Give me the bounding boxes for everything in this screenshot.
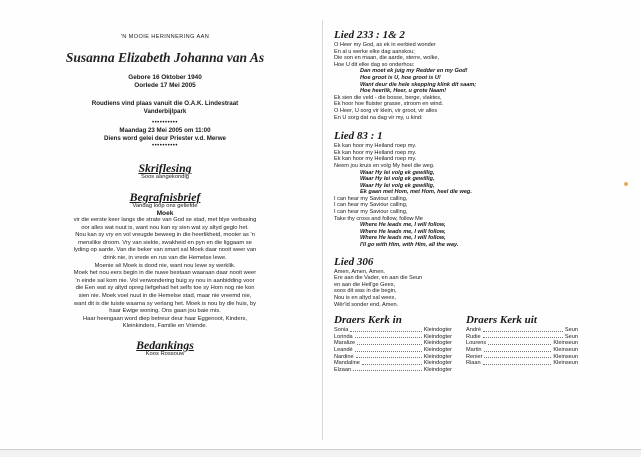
hymn-line: Take thy cross and follow, follow Me [334, 215, 423, 222]
hymn-line: en aan die Heil'ge Gees, [334, 281, 396, 288]
ornament-bottom: •••••••••• [151, 143, 178, 149]
birth-date: Gebore 16 Oktober 1940 [128, 74, 202, 81]
dot-leader [483, 327, 563, 332]
letter-line: oor alles wat nuut is, want nou kan sy sien wat sy altyd geglo het. [81, 224, 249, 231]
pallbearer-row [334, 334, 452, 341]
hymn-line: I can hear my Saviour calling, [334, 209, 408, 216]
dot-leader [355, 334, 422, 339]
hymn-title: Lied 306 [334, 255, 374, 268]
letter-line: Nou kan sy vry en vol vreugde beweeg in die heerlikheid, mooier as 'n [75, 232, 255, 239]
letter-line: Kleinkinders, Familie en Vriende. [122, 323, 208, 330]
hymn-line: I can hear my Saviour calling, [334, 195, 408, 202]
dot-leader [484, 354, 551, 359]
service-date: Maandag 23 Mei 2005 om 11:00 [119, 127, 211, 134]
pallbearer-row [466, 347, 578, 354]
venue-line-1: Roudiens vind plaas vanuit die O.A.K. Lindestraat [91, 100, 239, 107]
pallbearer-relation: Kleinseun [553, 353, 578, 360]
pallbearer-relation: Kleindogter [423, 333, 452, 340]
hymn-line: O Heer, U sorg vir klein, vir groot, vir alles [334, 107, 438, 114]
dot-leader [362, 360, 422, 365]
hymn-line: Ek sien die veld - die bosse, berge, vlaktes, [334, 94, 442, 101]
pallbearer-name: Martin [466, 346, 482, 353]
pallbearers-out [466, 314, 578, 373]
hymn-233 [334, 30, 624, 121]
hymn-line: Ek kan hoor my Heiland roep my. [334, 143, 417, 150]
letter-line: vir die eerste keer langs die strate van God se stad, met blye verbasing [73, 217, 257, 223]
hymn-306 [334, 257, 624, 309]
letter-line: Moenie sê Moek is dood nie, want nou lewe sy werklik. [94, 262, 236, 269]
skriflesing-subtitle: Soos aangekondig [140, 174, 190, 180]
letter-line: lyding op aarde. Van die beker van smart sal Moek daar nooit weer van [73, 247, 257, 254]
death-date: Oorlede 17 Mei 2005 [134, 82, 196, 89]
pallbearer-relation: Kleinseun [553, 340, 578, 347]
pallbearer-name: Leandé [334, 346, 353, 353]
paper-mark [624, 182, 628, 186]
life-dates [20, 74, 310, 90]
pallbearer-row [466, 327, 578, 334]
hymn-line: Ere aan die Vader, en aan die Seun [334, 275, 423, 282]
pallbearer-name: Mandaline [334, 360, 360, 367]
hymn-line: I can hear my Saviour calling, [334, 202, 408, 209]
funeral-letter [20, 217, 310, 331]
hymn-83 [334, 131, 624, 249]
pallbearer-relation: Kleindogter [423, 346, 452, 353]
dot-leader [484, 347, 552, 352]
pallbearer-name: Sonia [334, 327, 349, 334]
letter-line: 'n einde sal kom nie. Vol verwondering buig sy nou in aanbidding voor [75, 277, 255, 284]
pallbearer-name: Rudie [466, 333, 481, 340]
dot-leader [356, 354, 422, 359]
hymn-line: Amen, Amen, Amen. [334, 268, 385, 275]
hymn-refrain-line: Dan moet ek juig my Redder en my God! [360, 68, 468, 75]
pallbearer-relation: Seun [564, 327, 578, 334]
dot-leader [355, 347, 422, 352]
hymn-line: En U sorg dat na dag vir my, u kind: [334, 114, 423, 121]
bedankings-title: Bedankings [136, 337, 194, 352]
hymn-line: Hoe U dit elke dag so onderhou: [334, 61, 415, 68]
hymn-refrain-line: Where He leads me, I will follow, [360, 222, 446, 229]
hymn-refrain-line: Where He leads me, I will follow, [360, 228, 446, 235]
pallbearers [334, 314, 624, 373]
hymn-refrain-line: Hoe groot is U, hoe groot is U! [360, 74, 441, 81]
hymn-refrain-line: Waar Hy lei volg ek gewillig, [360, 182, 435, 189]
dot-leader [350, 327, 421, 332]
pallbearer-name: Elzaan [334, 366, 352, 373]
pallbearer-relation: Kleindogter [423, 353, 452, 360]
hymn-line: Nou is en altyd sal wees, [334, 295, 396, 301]
left-page [20, 34, 310, 358]
dot-leader [357, 340, 422, 345]
hymn-refrain-line: Waar Hy lei volg ek gewillig, [360, 169, 435, 176]
pallbearer-relation: Kleindogter [423, 340, 452, 347]
pallbearer-relation: Kleindogter [423, 327, 452, 334]
pallbearer-name: Maralize [334, 340, 356, 347]
pallbearer-relation: Kleinseun [553, 360, 578, 367]
hymn-title: Lied 83 : 1 [334, 130, 383, 143]
pallbearer-row [466, 340, 578, 347]
hymn-line: Ek hoor hoe fluister grasse, stroom en wind. [334, 101, 444, 108]
hymn-refrain-line: I'll go with Him, with Him, all the way. [360, 242, 459, 249]
bedankings-subtitle: Koos Rossouw [145, 350, 185, 357]
dot-leader [353, 367, 422, 372]
pallbearers-in-title: Draers Kerk in [334, 314, 402, 327]
begrafnisbrief-subtitle: Vandag loop ons geliefde [132, 203, 198, 209]
pallbearer-row [466, 334, 578, 341]
pallbearer-relation: Kleinseun [553, 346, 578, 353]
skriflesing-title: Skriflesing [138, 161, 192, 175]
right-page [334, 30, 624, 373]
service-venue [20, 100, 310, 116]
pallbearer-row [334, 347, 452, 354]
hymn-refrain-line: Where He leads me, I will follow, [360, 235, 446, 242]
hymn-line: Die son en maan, die aarde, sterre, wolke, [334, 55, 440, 62]
dot-leader [483, 334, 563, 339]
pallbearer-name: Lorinda [334, 333, 353, 340]
pallbearer-row [334, 354, 452, 361]
letter-line: menslike droom. Vry van siekte, swakheid en pyn en die liggaam se [78, 239, 252, 246]
letter-line: want dit is die tuiste waarna sy verlang het. Moek is nou by die huis, by [73, 300, 257, 307]
memorial-header: 'N MOOIE HERINNERING AAN [120, 34, 210, 40]
pallbearer-row [466, 354, 578, 361]
hymn-line: En al u werke elke dag aanskou; [334, 48, 415, 55]
letter-line: drink nie, in vrede en rus van die Hemelse lewe. [103, 254, 227, 261]
venue-line-2: Vanderbijlpark [143, 108, 187, 115]
pallbearer-name: Riaan [466, 360, 481, 367]
letter-line: Haar heengaan word diep betreur deur haar Eggenoot, Kinders, [82, 315, 248, 322]
pallbearer-name: André [466, 327, 481, 334]
hymn-title: Lied 233 : 1& 2 [334, 29, 405, 41]
hymn-line: Ek kan hoor my Heiland roep my. [334, 156, 417, 163]
letter-line: Moek het nou eers begin in die nuwe bestaan waaraan daar nooit weer [73, 270, 257, 277]
officiant: Diens word gelei deur Priester v.d. Merwe [104, 135, 226, 142]
begrafnisbrief-title: Begrafnisbrief [129, 190, 201, 204]
ornament-top: •••••••••• [151, 120, 178, 126]
fold-line [322, 20, 323, 440]
letter-line: sien nie. Moek voel nuut in die Hemelse stad, maar nie vreemd nie, [78, 292, 252, 299]
hymn-line: Neem jou kruis en volg My heel die weg. [334, 162, 435, 169]
letter-line: haar Ewige woning. Ons gaan jou baie mis. [109, 308, 221, 315]
hymn-line: Wêr'ld sonder end. Amen. [334, 301, 399, 308]
pallbearer-relation: Kleindogter [423, 360, 452, 367]
pallbearer-relation: Kleindogter [423, 366, 452, 373]
pallbearers-out-title: Draers Kerk uit [466, 314, 537, 327]
hymn-line: soos dit was in die begin, [334, 288, 397, 295]
pallbearer-relation: Seun [564, 333, 578, 340]
pallbearer-name: Nardine [334, 353, 354, 360]
pallbearer-row [334, 340, 452, 347]
letter-line: die Een wat sy altyd opreg liefgehad het selfs toe sy Hom nog nie kon [75, 285, 255, 292]
dot-leader [488, 340, 551, 345]
moek-label: Moek [156, 210, 174, 217]
pallbearer-name: Lourens [466, 340, 487, 347]
hymn-refrain-line: Waar Hy lei volg ek gewillig, [360, 176, 435, 183]
hymn-refrain-line: Ek gaan met Hom, met Hom, heel die weg. [360, 189, 472, 196]
hymn-refrain-line: Hoe heerlik, Heer, u grote Naam! [360, 88, 447, 95]
pallbearer-row [466, 360, 578, 367]
dot-leader [483, 360, 552, 365]
pallbearer-row [334, 367, 452, 374]
hymn-line: Ek kan hoor my Heiland roep my. [334, 149, 417, 156]
pallbearer-row [334, 327, 452, 334]
pallbearer-row [334, 360, 452, 367]
deceased-name: Susanna Elizabeth Johanna van As [65, 50, 265, 65]
pallbearers-in [334, 314, 452, 373]
hymn-line: O Heer my God, as ek in eerbied wonder [334, 42, 436, 48]
pallbearer-name: Renier [466, 353, 483, 360]
hymn-refrain-line: Want deur die hele skepping klink dit saam; [360, 81, 477, 88]
